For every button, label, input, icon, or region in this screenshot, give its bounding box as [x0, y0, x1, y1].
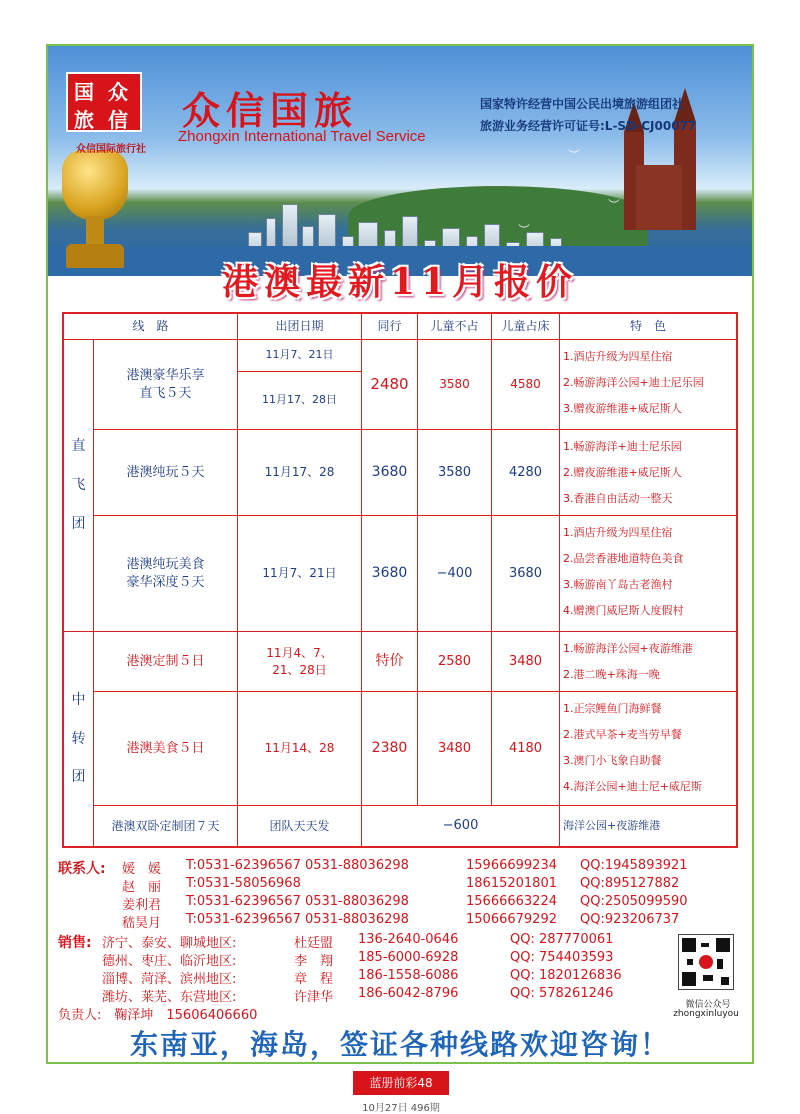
- dates-row-2: 11月17、28: [238, 430, 362, 516]
- child-no-bed-row-3: −400: [418, 516, 492, 632]
- issue-badge: 蓝册前彩48: [353, 1071, 449, 1095]
- features-row-6: 海洋公园+夜游维港: [563, 818, 661, 832]
- slogan: 东南亚，海岛，签证各种线路欢迎咨询！: [129, 1028, 670, 1061]
- license-line-1: 国家特许经营中国公民出境旅游组团社: [480, 97, 685, 111]
- price-row-4: 特价: [362, 632, 418, 692]
- sales-label: 销售:: [58, 935, 92, 951]
- dates-row-1a: 11月7、21日: [238, 340, 362, 372]
- header-features: 特 色: [560, 314, 736, 340]
- child-no-bed-row-5: 3480: [418, 692, 492, 806]
- dates-row-5: 11月14、28: [238, 692, 362, 806]
- dates-row-3: 11月7、21日: [238, 516, 362, 632]
- child-bed-row-4: 3480: [492, 632, 560, 692]
- brand-logo: 国 众 旅 信: [66, 72, 142, 132]
- dates-row-4: 11月4、7、 21、28日: [238, 632, 362, 692]
- license-line-2: 旅游业务经营许可证号:L-SD-CJ00077: [480, 119, 697, 133]
- child-no-bed-row-4: 2580: [418, 632, 492, 692]
- route-row-6: 港澳双卧定制团７天: [94, 806, 238, 846]
- price-row-1: 2480: [362, 340, 418, 430]
- logo-subtitle: 众信国际旅行社: [76, 144, 146, 155]
- child-no-bed-row-2: 3580: [418, 430, 492, 516]
- page-title: 港澳最新11月报价: [221, 261, 579, 303]
- golden-bauhinia-trophy: [52, 150, 138, 270]
- header-child-bed: 儿童占床: [492, 314, 560, 340]
- issue-date: 10月27日 496期: [362, 1103, 440, 1114]
- features-row-2: 1.畅游海洋+迪士尼乐园 2.赠夜游维港+威尼斯人 3.香港自由活动一整天: [560, 430, 736, 516]
- qr-code: [678, 934, 734, 990]
- header-dates: 出团日期: [238, 314, 362, 340]
- price-row-2: 3680: [362, 430, 418, 516]
- features-row-1: 1.酒店升级为四星住宿 2.畅游海洋公园+迪士尼乐园 3.赠夜游维港+威尼斯人: [560, 340, 736, 430]
- route-row-4: 港澳定制５日: [94, 632, 238, 692]
- child-bed-row-5: 4180: [492, 692, 560, 806]
- route-row-3: 港澳纯玩美食 豪华深度５天: [94, 516, 238, 632]
- group-transfer: 中 转 团: [64, 632, 94, 846]
- route-row-2: 港澳纯玩５天: [94, 430, 238, 516]
- route-row-5: 港澳美食５日: [94, 692, 238, 806]
- child-bed-row-1: 4580: [492, 340, 560, 430]
- header-route: 线 路: [64, 314, 238, 340]
- features-row-4: 1.畅游海洋公园+夜游维港 2.港二晚+珠海一晚: [560, 632, 736, 692]
- child-no-bed-row-1: 3580: [418, 340, 492, 430]
- price-row-3: 3680: [362, 516, 418, 632]
- price-table: [62, 312, 738, 848]
- header-price: 同行: [362, 314, 418, 340]
- child-bed-row-2: 4280: [492, 430, 560, 516]
- qr-id: zhongxinluyou: [673, 1009, 739, 1019]
- manager-line: 负责人: 鞠泽坤 15606406660: [58, 1008, 258, 1023]
- dates-row-1b: 11月17、28日: [238, 372, 362, 430]
- brand-name: 众信国旅: [182, 88, 359, 133]
- dates-row-6: 团队天天发: [238, 806, 362, 846]
- price-row-5: 2380: [362, 692, 418, 806]
- route-row-1: 港澳豪华乐享 直飞５天: [94, 340, 238, 430]
- contacts-label: 联系人:: [58, 861, 106, 877]
- banner-image: ︶ ︶ ︶: [48, 46, 752, 276]
- child-bed-row-3: 3680: [492, 516, 560, 632]
- features-row-5: 1.正宗鲤鱼门海鲜餐 2.港式早茶+麦当劳早餐 3.澳门小飞象自助餐 4.海洋公园+迪士尼+威尼斯: [560, 692, 736, 806]
- group-direct: 直 飞 团: [64, 340, 94, 632]
- qr-label: 微信公众号: [685, 1000, 731, 1010]
- features-row-3: 1.酒店升级为四星住宿 2.品尝香港地道特色美食 3.畅游南丫岛古老渔村 4.赠澳门威尼斯人度假村: [560, 516, 736, 632]
- church-illustration: [616, 120, 704, 230]
- price-row-6: −600: [362, 806, 560, 846]
- header-child-no-bed: 儿童不占: [418, 314, 492, 340]
- brand-name-english: Zhongxin International Travel Service: [178, 128, 426, 145]
